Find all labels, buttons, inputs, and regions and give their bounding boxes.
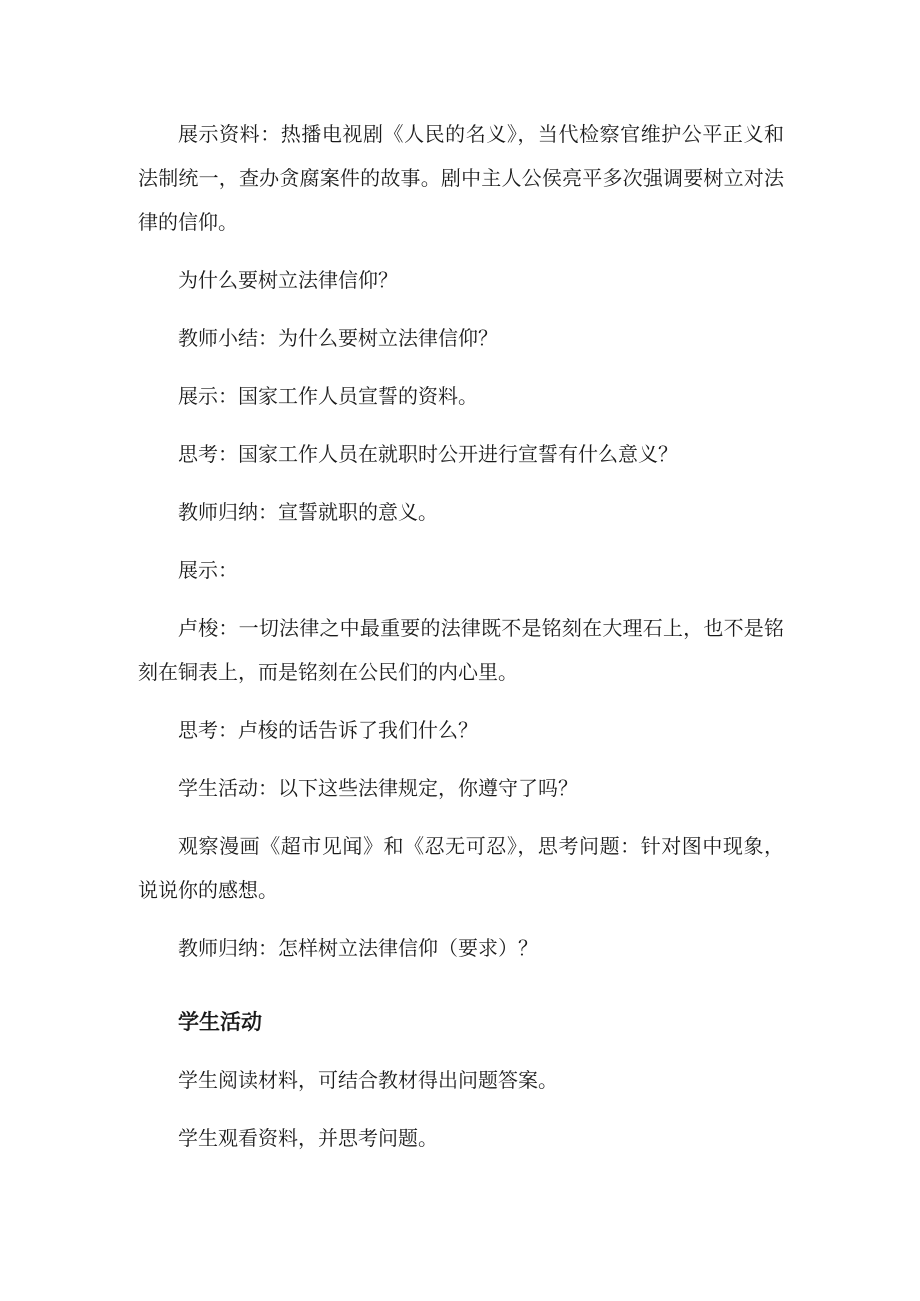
paragraph-show-oath: 展示：国家工作人员宣誓的资料。 <box>178 384 478 408</box>
section-item: 学生观看资料，并思考问题。 <box>178 1126 438 1150</box>
paragraph-teacher-conclude-how: 教师归纳：怎样树立法律信仰（要求）？ <box>178 936 538 960</box>
section-item: 学生阅读材料，可结合教材得出问题答案。 <box>178 1068 558 1092</box>
paragraph-think-oath: 思考：国家工作人员在就职时公开进行宣誓有什么意义？ <box>178 442 678 466</box>
paragraph-question-why: 为什么要树立法律信仰？ <box>178 268 398 292</box>
paragraph-observe-comics: 观察漫画《超市见闻》和《忍无可忍》，思考问题：针对图中现象，说说你的感想。 <box>138 834 784 902</box>
paragraph-rousseau-quote: 卢梭：一切法律之中最重要的法律既不是铭刻在大理石上，也不是铭刻在铜表上，而是铭刻在公民们的内心里。 <box>138 616 784 684</box>
paragraph-show-material: 展示资料：热播电视剧《人民的名义》，当代检察官维护公平正义和法制统一，查办贪腐案件的故事。剧中主人公侯亮平多次强调要树立对法律的信仰。 <box>138 122 784 234</box>
paragraph-teacher-conclude-oath: 教师归纳：宣誓就职的意义。 <box>178 500 438 524</box>
paragraph-teacher-summary: 教师小结：为什么要树立法律信仰？ <box>178 326 498 350</box>
paragraph-think-rousseau: 思考：卢梭的话告诉了我们什么？ <box>178 718 478 742</box>
paragraph-show: 展示： <box>178 558 238 582</box>
document-body <box>138 112 784 1160</box>
section-heading: 学生活动 <box>178 1010 262 1034</box>
paragraph-student-activity-question: 学生活动：以下这些法律规定，你遵守了吗？ <box>178 776 578 800</box>
